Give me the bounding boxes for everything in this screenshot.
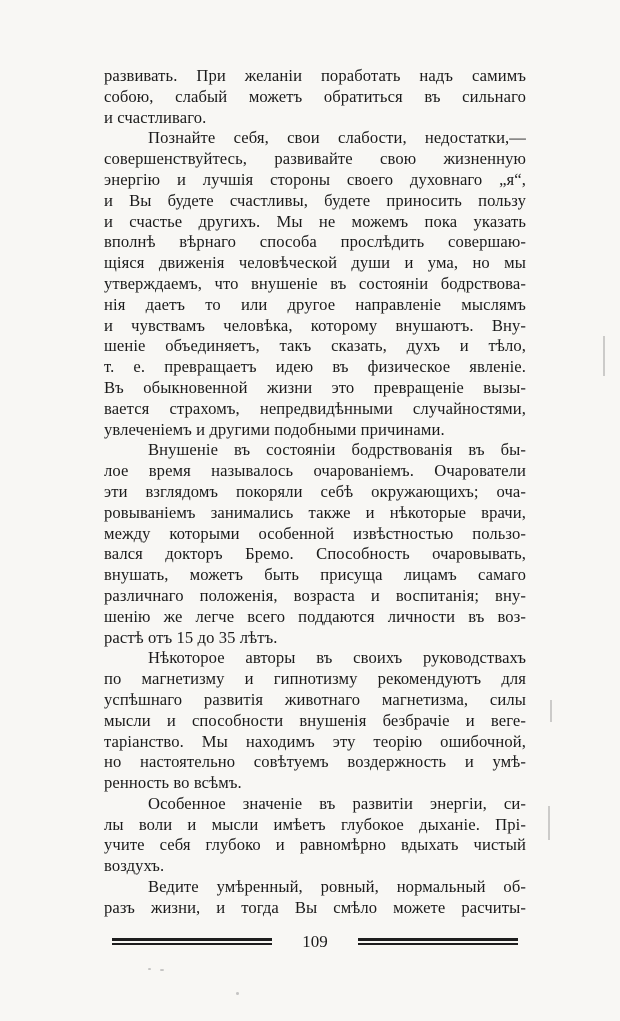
text-line: совершенствуйтесь, развивайте свою жизненную	[104, 149, 526, 169]
text-line: растѣ отъ 15 до 35 лѣтъ.	[104, 627, 278, 647]
text-line: Особенное значенiе въ развитiи энергiи, си-	[148, 793, 526, 813]
text-line: Ведите умѣренный, ровный, нормальный об-	[148, 877, 526, 897]
text-line: и Вы будете счастливы, будете приносить пользу	[104, 190, 526, 210]
text-line: утверждаемъ, что внушенiе въ состоянiи бодрствова-	[104, 273, 526, 293]
text-line: энергiю и лучшiя стороны своего духовнаго „я“,	[104, 169, 526, 189]
text-line: Внушенiе въ состоянiи бодрствованiя въ бы-	[148, 440, 526, 460]
text-line: шенiе объединяетъ, такъ сказать, духъ и тѣло,	[104, 336, 526, 356]
text-line: увлеченiемъ и другими подобными причинами.	[104, 419, 445, 439]
text-line: щiяся движенiя человѣческой души и ума, но мы	[104, 253, 526, 273]
footer-rule-right	[358, 938, 518, 946]
text-line: между которыми особенной извѣстностью пользо-	[104, 523, 526, 543]
text-line: и счастливаго.	[104, 107, 207, 127]
text-line: собою, слабый можетъ обратиться въ сильнаго	[104, 86, 526, 106]
text-line: воздухъ.	[104, 856, 165, 876]
text-line: и чувствамъ человѣка, которому внушаютъ. Вну-	[104, 315, 526, 335]
page-number: 109	[302, 932, 328, 951]
text-line: но настоятельно совѣтуемъ воздержность и умѣ-	[104, 752, 526, 772]
paper-edge-mark	[550, 700, 552, 722]
page-footer	[112, 930, 518, 954]
text-line: по магнетизму и гипнотизму рекомендуютъ для	[104, 669, 526, 689]
text-line: ровыванiемъ занимались также и нѣкоторые врачи,	[104, 502, 526, 522]
text-line: различнаго положенiя, возраста и воспитанiя; вну-	[104, 585, 526, 605]
text-line: вполнѣ вѣрнаго способа прослѣдить совершаю-	[104, 232, 526, 252]
text-line: Познайте себя, свои слабости, недостатки,—	[148, 128, 526, 148]
text-line: ренность во всѣмъ.	[104, 773, 242, 793]
text-line: разъ жизни, и тогда Вы смѣло можете расчиты-	[104, 897, 526, 917]
text-line: вался докторъ Бремо. Способность очаровывать,	[104, 544, 526, 564]
footer-rule-left	[112, 938, 272, 946]
text-line: мысли и способности внушенiя безбрачiе и веге-	[104, 710, 526, 730]
paper-speck	[160, 969, 164, 971]
text-line: нiя даетъ то или другое направленiе мыслямъ	[104, 294, 526, 314]
text-line: вается страхомъ, непредвидѣнными случайностями,	[104, 398, 526, 418]
text-line: шенiю же легче всего поддаются личности въ воз-	[104, 606, 526, 626]
text-line: внушать, можетъ быть присуща лицамъ самаго	[104, 565, 526, 585]
paper-edge-mark	[548, 806, 550, 840]
text-line: развивать. При желанiи поработать надъ самимъ	[104, 66, 526, 85]
text-line: и счастье другихъ. Мы не можемъ пока указать	[104, 211, 526, 231]
text-line: эти взглядомъ покоряли себѣ окружающихъ; оча-	[104, 481, 526, 501]
text-line: т. е. превращаетъ идею въ физическое явленiе.	[104, 357, 526, 377]
text-line: тарiанство. Мы находимъ эту теорiю ошибочной,	[104, 731, 526, 751]
paper-speck	[236, 992, 239, 995]
text-line: учите себя глубоко и равномѣрно вдыхать чистый	[104, 835, 526, 855]
paper-speck	[148, 968, 151, 970]
text-line: Въ обыкновенной жизни это превращенiе вызы-	[104, 377, 526, 397]
body-text	[104, 66, 526, 919]
text-line: успѣшнаго развитiя животнаго магнетизма, силы	[104, 689, 526, 709]
paper-edge-mark	[603, 336, 605, 376]
text-line: лы воли и мысли имѣетъ глубокое дыханiе. Прi-	[104, 814, 526, 834]
text-line: Нѣкоторое авторы въ своихъ руководствахъ	[148, 648, 526, 668]
text-line: лое время называлось очарованiемъ. Очарователи	[104, 461, 526, 481]
